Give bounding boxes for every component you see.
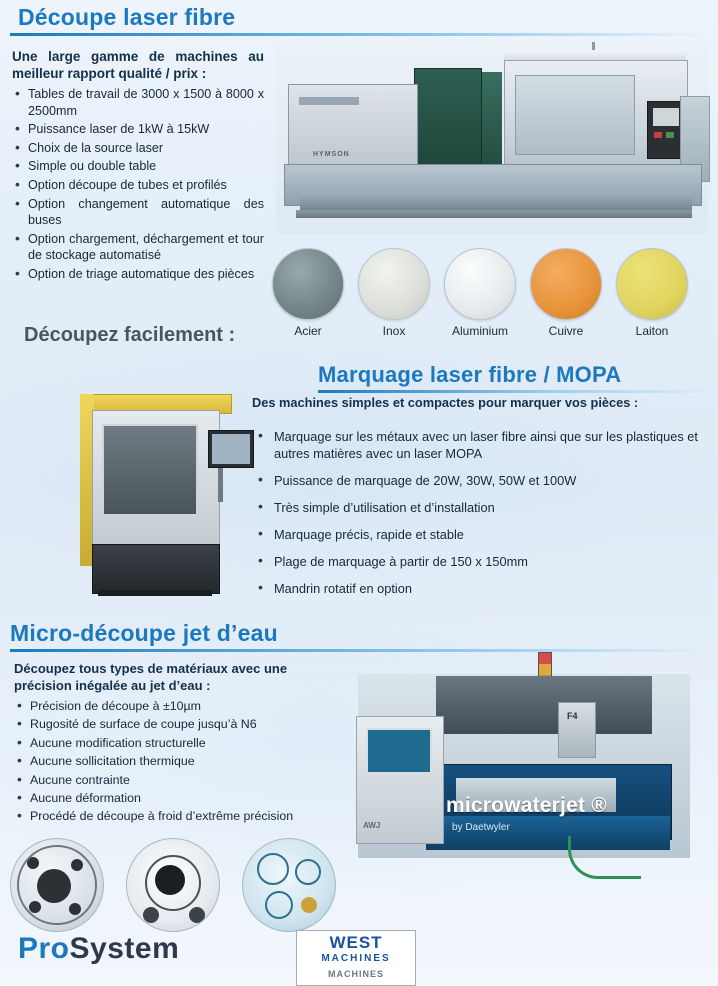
section-marking-rule [318,390,710,393]
sample-shape [189,907,205,923]
list-item: • Tables de travail de 3000 x 1500 à 8000 x 2500mm [12,86,264,119]
section-laser-bullets [12,86,264,283]
brand-part-1: micro [446,794,505,817]
material-swatch [358,248,430,320]
material-label: Laiton [635,324,669,338]
list-item: • Option de triage automatique des pièces [12,266,264,283]
list-item: • Choix de la source laser [12,140,264,157]
section-waterjet-title: Micro-découpe jet d’eau [10,620,278,646]
sample-ring [145,855,201,911]
machine-brand-label: HYMSON [313,151,350,158]
marking-machine-window [102,424,198,516]
sample-shape [143,907,159,923]
footer-brand [18,932,179,966]
waterjet-brand-name [446,794,607,818]
sample-ring [265,891,293,919]
material-swatch [272,248,344,320]
section-laser-title: Découpe laser fibre [18,4,236,30]
material-label: Aluminium [451,324,508,338]
marking-machine-feet [98,590,212,596]
section-laser-cutting-header [10,4,708,36]
section-marking-lead: Des machines simples et compactes pour marquer vos pièces : [252,395,639,410]
machine-window [515,75,635,155]
logo-line-3: MACHINES [327,969,384,979]
brand-part-3: jet ® [560,794,607,817]
sample-ring [17,845,97,925]
waterjet-cutting-head [558,702,596,758]
list-item: • Aucune contrainte [14,772,344,788]
laser-marking-machine-image [40,368,248,598]
laser-cutting-machine-image [276,44,708,234]
section-laser-lead: Une large gamme de machines au meilleur rapport qualité / prix : [12,49,264,81]
machine-base [296,210,692,218]
machine-panel-green-button [666,132,674,138]
material-label: Acier [294,324,322,338]
sample-ring [257,853,289,885]
sample-photo-1 [10,838,104,932]
sample-shape [301,897,317,913]
waterjet-head-label: F4 [567,711,578,721]
list-item: • Marquage précis, rapide et stable [252,526,704,543]
material-label: Cuivre [548,324,584,338]
list-item: • Plage de marquage à partir de 150 x 150mm [252,553,704,570]
list-item: • Option découpe de tubes et profilés [12,177,264,194]
material-label: Inox [382,324,406,338]
logo-line-1: WEST [329,933,383,952]
sample-ring [295,859,321,885]
monitor-screen [212,434,250,464]
waterjet-side-label: AWJ [363,821,381,830]
list-item: • Mandrin rotatif en option [252,580,704,597]
material-inox [358,248,430,338]
list-item: • Très simple d’utilisation et d’installation [252,499,704,516]
list-item: • Rugosité de surface de coupe jusqu’à N6 [14,716,344,732]
material-swatch [616,248,688,320]
marking-machine-base-cabinet [92,544,220,594]
machine-enclosure [504,60,688,180]
waterjet-gantry [436,676,652,734]
machine-panel-red-button [654,132,662,138]
logo-line-2: MACHINES [321,953,391,964]
marking-machine-monitor [208,430,254,468]
material-swatch [444,248,516,320]
sample-photo-2 [126,838,220,932]
machine-green-column [414,68,482,178]
material-swatch [530,248,602,320]
list-item: • Aucune sollicitation thermique [14,753,344,769]
footer-brand-name: System [69,932,180,965]
material-cuivre [530,248,602,338]
list-item: • Puissance de marquage de 20W, 30W, 50W et 100W [252,472,704,489]
brand-part-2: water [504,794,561,817]
section-waterjet-text [14,660,344,827]
footer-brand-prefix: Pro [18,932,70,965]
material-laiton [616,248,688,338]
sample-photo-3 [242,838,336,932]
machine-panel-screen [653,108,679,126]
section-waterjet-bullets [14,698,344,825]
material-aluminium [444,248,516,338]
list-item: • Option changement automatique des buses [12,196,264,229]
list-item: • Procédé de découpe à froid d’extrême précision [14,808,344,824]
list-item: • Option chargement, déchargement et tour de stockage automatisé [12,231,264,264]
section-marking-header [318,362,710,393]
machine-green-column-2 [482,72,502,176]
waterjet-machine-image [340,646,708,876]
list-item: • Simple ou double table [12,158,264,175]
material-acier [272,248,344,338]
list-item: • Marquage sur les métaux avec un laser fibre ainsi que sur les plastiques et autres matières avec un laser MOPA [252,428,704,462]
material-samples [272,248,708,352]
section-laser-text [12,48,264,285]
waterjet-brand-subtitle: by Daetwyler [452,822,510,833]
section-marking-title: Marquage laser fibre / MOPA [318,362,622,387]
waterjet-hose [568,836,641,879]
sample-parts-photos [6,838,336,932]
tagline-decoupez-facilement: Découpez facilement : [24,324,236,346]
section-laser-rule [10,33,708,36]
section-marking-bullets [252,428,704,607]
list-item: • Aucune déformation [14,790,344,806]
marking-machine-monitor-arm [218,466,223,502]
west-machines-logo [296,930,416,986]
list-item: • Puissance laser de 1kW à 15kW [12,121,264,138]
list-item: • Aucune modification structurelle [14,735,344,751]
list-item: • Précision de découpe à ±10µm [14,698,344,714]
machine-vent [299,97,359,105]
section-waterjet-lead: Découpez tous types de matériaux avec une précision inégalée au jet d’eau : [14,661,288,693]
waterjet-hmi-screen [366,728,432,774]
